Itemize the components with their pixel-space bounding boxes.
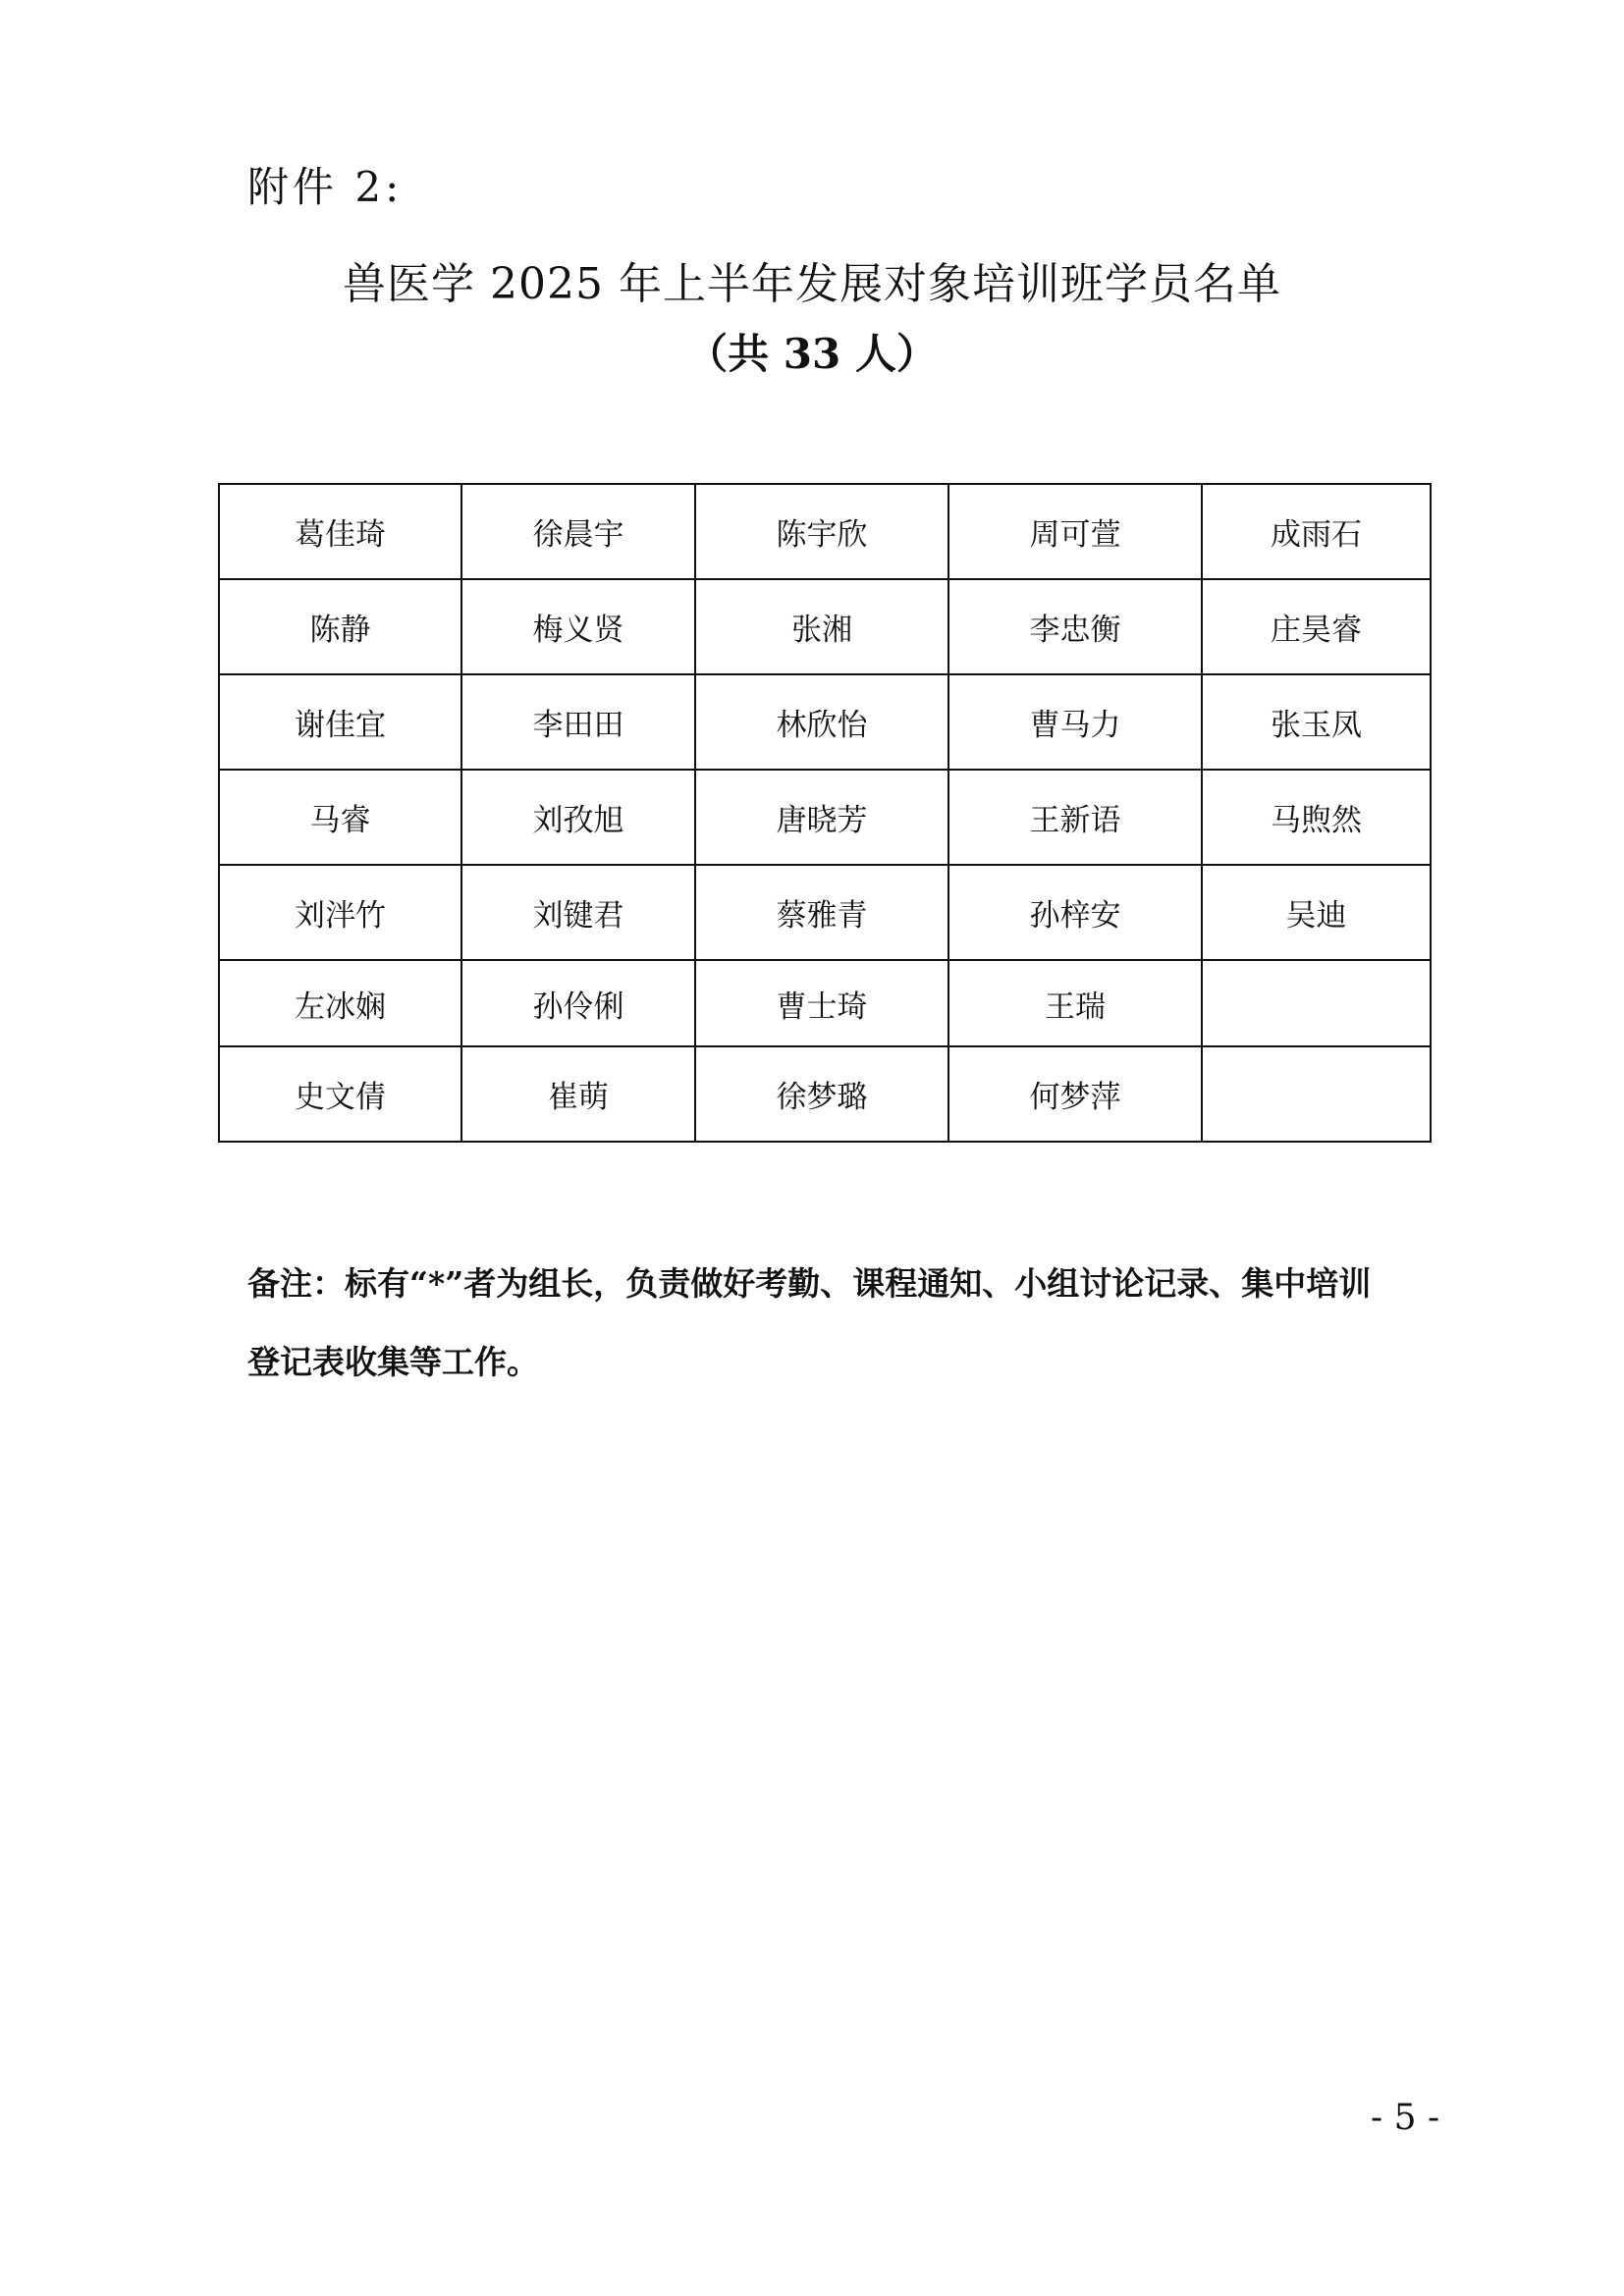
- name-cell: 吴迪: [1202, 865, 1431, 960]
- table-row: [219, 484, 1431, 579]
- name-cell: 刘泮竹: [219, 865, 461, 960]
- name-cell: 庄昊睿: [1202, 579, 1431, 674]
- name-cell: 刘键君: [461, 865, 695, 960]
- empty-cell: [1202, 960, 1431, 1046]
- name-cell: 曹士琦: [695, 960, 948, 1046]
- name-cell: 李忠衡: [948, 579, 1202, 674]
- remarks-note: [247, 1245, 1435, 1402]
- name-cell: 崔萌: [461, 1046, 695, 1142]
- attachment-label: 附件 2:: [247, 163, 404, 211]
- table-row: [219, 770, 1431, 865]
- name-cell: 张玉凤: [1202, 674, 1431, 770]
- page-subtitle: （共 33 人）: [686, 330, 938, 378]
- name-cell: 王瑞: [948, 960, 1202, 1046]
- name-cell: 曹马力: [948, 674, 1202, 770]
- remarks-line: 登记表收集等工作。: [247, 1343, 539, 1381]
- name-cell: 刘孜旭: [461, 770, 695, 865]
- name-cell: 左冰娴: [219, 960, 461, 1046]
- name-cell: 陈宇欣: [695, 484, 948, 579]
- trainee-roster-table: [218, 483, 1432, 1143]
- name-cell: 史文倩: [219, 1046, 461, 1142]
- page-title: 兽医学 2025 年上半年发展对象培训班学员名单: [343, 259, 1281, 309]
- name-cell: 葛佳琦: [219, 484, 461, 579]
- page-number: - 5 -: [1371, 2098, 1440, 2138]
- name-cell: 唐晓芳: [695, 770, 948, 865]
- name-cell: 徐梦璐: [695, 1046, 948, 1142]
- name-cell: 蔡雅青: [695, 865, 948, 960]
- name-cell: 马睿: [219, 770, 461, 865]
- name-cell: 张湘: [695, 579, 948, 674]
- name-cell: 马煦然: [1202, 770, 1431, 865]
- table-row: [219, 865, 1431, 960]
- name-cell: 徐晨宇: [461, 484, 695, 579]
- name-cell: 王新语: [948, 770, 1202, 865]
- name-cell: 李田田: [461, 674, 695, 770]
- name-cell: 陈静: [219, 579, 461, 674]
- name-cell: 周可萱: [948, 484, 1202, 579]
- remarks-line: 备注：标有“*”者为组长，负责做好考勤、课程通知、小组讨论记录、集中培训: [247, 1264, 1372, 1303]
- table-row: [219, 579, 1431, 674]
- table-row: [219, 674, 1431, 770]
- name-cell: 何梦萍: [948, 1046, 1202, 1142]
- name-cell: 成雨石: [1202, 484, 1431, 579]
- name-cell: 谢佳宜: [219, 674, 461, 770]
- table-row: [219, 1046, 1431, 1142]
- name-cell: 孙梓安: [948, 865, 1202, 960]
- name-cell: 林欣怡: [695, 674, 948, 770]
- table-row: [219, 960, 1431, 1046]
- empty-cell: [1202, 1046, 1431, 1142]
- name-cell: 梅义贤: [461, 579, 695, 674]
- name-cell: 孙伶俐: [461, 960, 695, 1046]
